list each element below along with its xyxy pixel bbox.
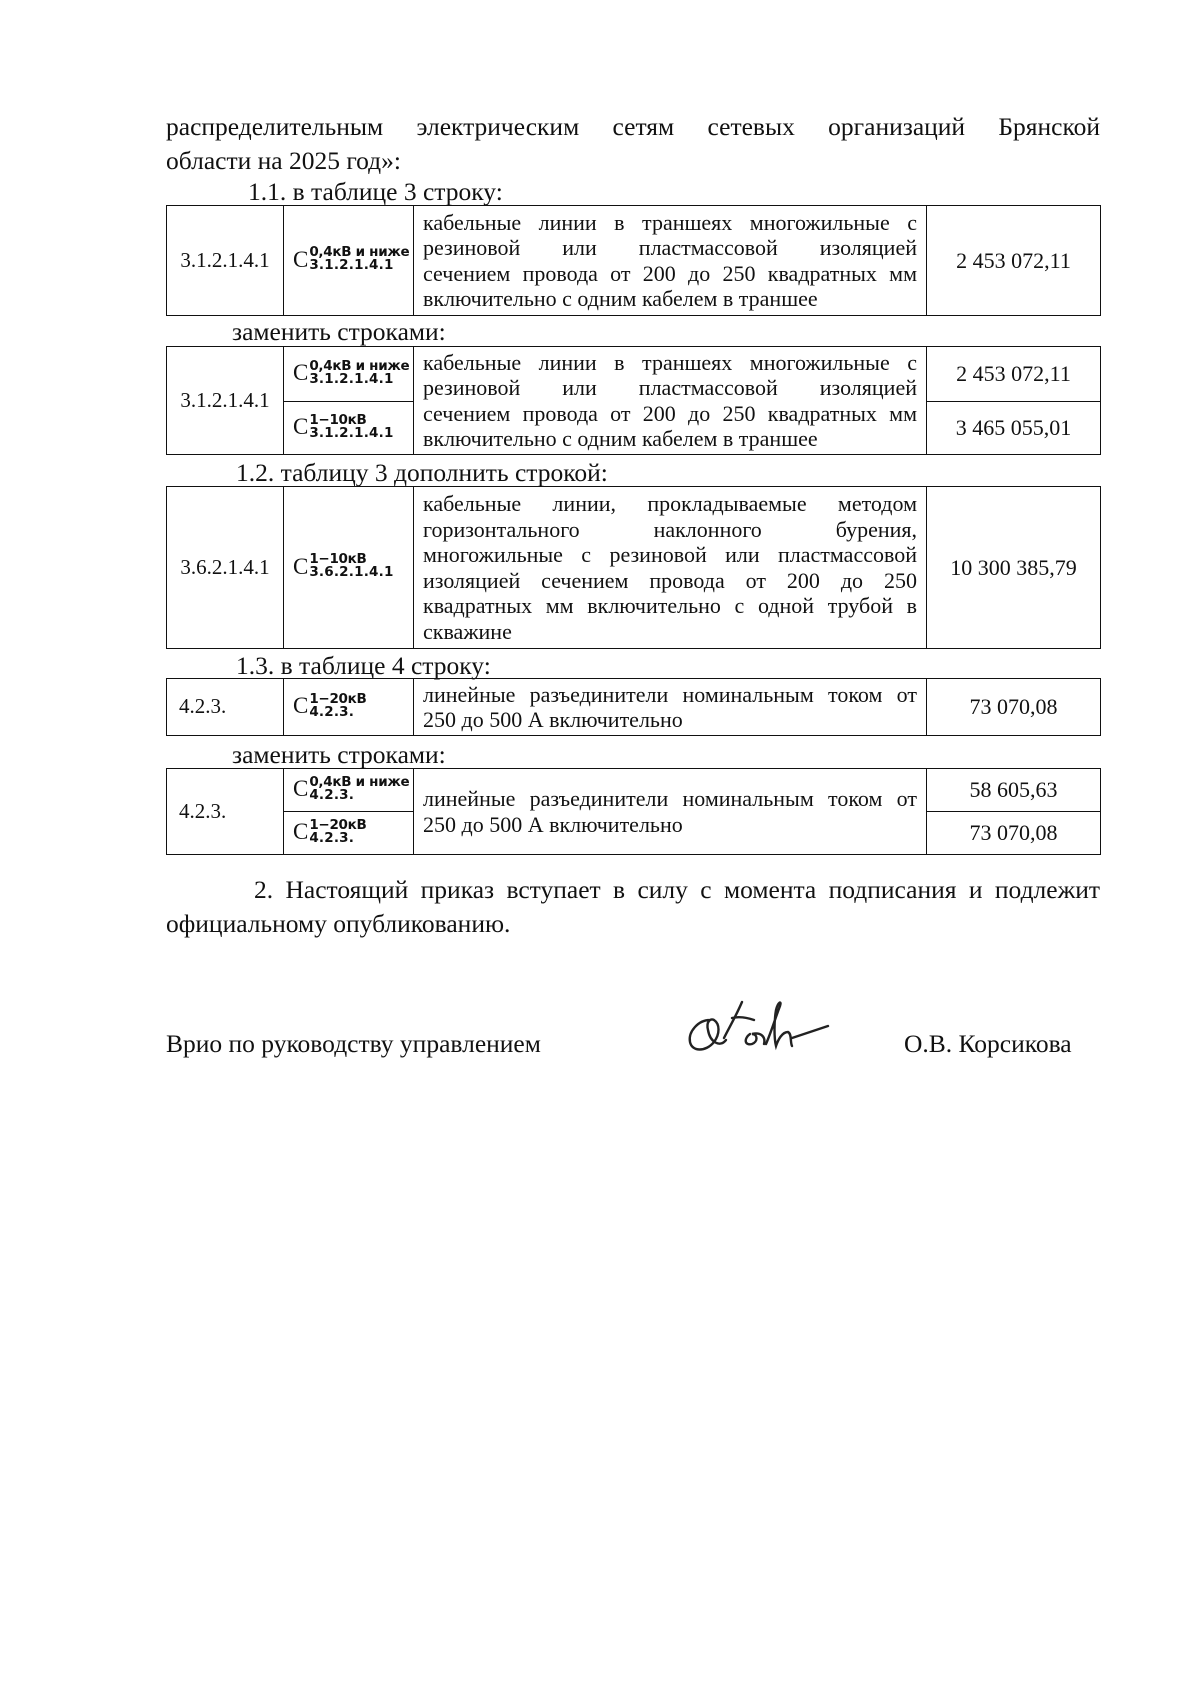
desc-line: квадратных мм включительно с одной трубой в <box>423 593 917 618</box>
symbol-letter: С <box>293 553 309 579</box>
row-value: 2 453 072,11 <box>927 347 1101 402</box>
symbol-superscript: 1−20кВ <box>309 816 367 833</box>
symbol-subscript: 3.1.2.1.4.1 <box>309 424 394 441</box>
desc-line: кабельные линии в траншеях многожильные с <box>423 209 917 235</box>
row-value: 3 465 055,01 <box>927 402 1101 455</box>
desc-line: резиновой или пластмассовой изоляцией <box>423 375 917 400</box>
symbol-letter: С <box>293 246 309 272</box>
row-description <box>414 679 927 736</box>
item-1-1-heading: 1.1. в таблице 3 строку: <box>248 177 503 206</box>
desc-line: кабельные линии, прокладываемые методом <box>423 491 917 516</box>
item-1-3-heading: 1.3. в таблице 4 строку: <box>236 651 491 680</box>
desc-line: кабельные линии в траншеях многожильные с <box>423 349 917 375</box>
symbol-subscript: 4.2.3. <box>309 829 355 846</box>
row-code: 3.1.2.1.4.1 <box>167 206 284 316</box>
symbol-superscript: 0,4кВ и ниже <box>309 357 410 374</box>
symbol-letter: С <box>293 819 309 845</box>
tariff-symbol <box>284 402 414 455</box>
row-code: 3.1.2.1.4.1 <box>167 347 284 455</box>
symbol-letter: С <box>293 693 309 719</box>
replace-heading-2: заменить строками: <box>232 740 446 769</box>
desc-line: сечением провода от 200 до 250 квадратных мм <box>423 400 917 426</box>
table-replace-1 <box>166 346 1101 455</box>
row-description <box>414 769 927 855</box>
paragraph-2-line-1: 2. Настоящий приказ вступает в силу с момента подписания и подлежит <box>254 875 1100 904</box>
table-replace-2 <box>166 768 1101 855</box>
item-1-2-heading: 1.2. таблицу 3 дополнить строкой: <box>236 458 608 487</box>
desc-line: многожильные с резиновой или пластмассовой <box>423 542 917 567</box>
tariff-symbol <box>284 206 414 316</box>
symbol-superscript: 1−10кВ <box>309 411 367 428</box>
desc-line: резиновой или пластмассовой изоляцией <box>423 235 917 260</box>
paragraph-2-line-2: официальному опубликованию. <box>166 909 511 938</box>
tariff-symbol <box>284 769 414 812</box>
symbol-letter: С <box>293 776 309 802</box>
row-code: 3.6.2.1.4.1 <box>167 487 284 649</box>
desc-line: 250 до 500 А включительно <box>423 811 683 837</box>
row-code: 4.2.3. <box>167 679 284 736</box>
symbol-superscript: 0,4кВ и ниже <box>309 244 410 261</box>
intro-line-2: области на 2025 год»: <box>166 146 401 175</box>
row-description <box>414 487 927 649</box>
table-item-1-3 <box>166 678 1101 736</box>
row-description <box>414 347 927 455</box>
row-value: 2 453 072,11 <box>927 206 1101 316</box>
row-code: 4.2.3. <box>167 769 284 855</box>
signatory-name: О.В. Корсикова <box>904 1029 1072 1058</box>
tariff-symbol <box>284 679 414 736</box>
tariff-symbol <box>284 347 414 402</box>
signatory-position: Врио по руководству управлением <box>166 1029 541 1058</box>
symbol-superscript: 0,4кВ и ниже <box>309 773 410 790</box>
desc-line: включительно с одним кабелем в траншее <box>423 286 818 311</box>
symbol-subscript: 4.2.3. <box>309 786 355 803</box>
row-value: 10 300 385,79 <box>927 487 1101 649</box>
intro-line-1: распределительным электрическим сетям сетевых организаций Брянской <box>166 112 1100 141</box>
symbol-subscript: 3.6.2.1.4.1 <box>309 564 394 581</box>
symbol-subscript: 4.2.3. <box>309 703 355 720</box>
row-value: 73 070,08 <box>927 812 1101 855</box>
desc-line: включительно с одним кабелем в траншее <box>423 426 818 451</box>
row-description <box>414 206 927 316</box>
symbol-letter: С <box>293 360 309 386</box>
desc-line: изоляцией сечением провода от 200 до 250 <box>423 567 917 593</box>
replace-heading-1: заменить строками: <box>232 317 446 346</box>
symbol-subscript: 3.1.2.1.4.1 <box>309 370 394 387</box>
table-item-1-1 <box>166 205 1101 316</box>
row-value: 58 605,63 <box>927 769 1101 812</box>
desc-line: линейные разъединители номинальным током от <box>423 786 917 811</box>
table-item-1-2 <box>166 486 1101 649</box>
tariff-symbol <box>284 812 414 855</box>
desc-line: 250 до 500 А включительно <box>423 707 683 732</box>
symbol-subscript: 3.1.2.1.4.1 <box>309 257 394 274</box>
handwritten-signature <box>680 990 840 1070</box>
desc-line: горизонтального наклонного бурения, <box>423 516 917 542</box>
desc-line: сечением провода от 200 до 250 квадратных мм <box>423 260 917 286</box>
symbol-letter: С <box>293 414 309 440</box>
row-value: 73 070,08 <box>927 679 1101 736</box>
tariff-symbol <box>284 487 414 649</box>
desc-line: скважине <box>423 618 512 644</box>
symbol-superscript: 1−20кВ <box>309 690 367 707</box>
symbol-superscript: 1−10кВ <box>309 551 367 568</box>
desc-line: линейные разъединители номинальным током от <box>423 681 917 707</box>
